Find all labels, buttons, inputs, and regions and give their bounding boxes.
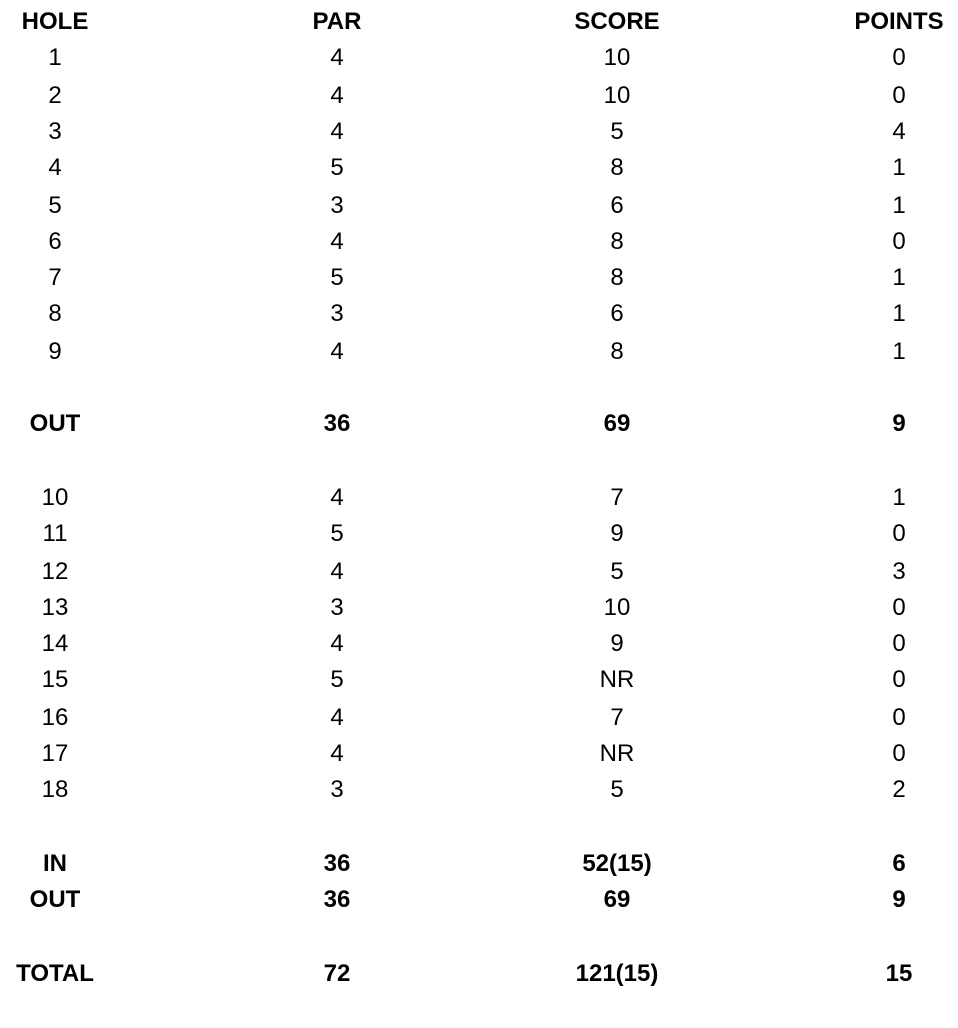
table-row [0, 260, 958, 296]
table-row [0, 554, 958, 590]
points-value: 0 [892, 704, 906, 731]
table-row [0, 480, 958, 516]
par-value: 4 [330, 118, 344, 145]
score-value: 8 [610, 264, 624, 291]
score-value: 9 [610, 520, 624, 547]
points-value: 3 [892, 558, 906, 585]
par-value: 3 [330, 300, 344, 327]
header-par: PAR [312, 8, 362, 35]
table-row [0, 516, 958, 552]
hole-number: 18 [41, 776, 69, 803]
hole-number: 2 [48, 82, 62, 109]
header-score: SCORE [574, 8, 660, 35]
par-value: 4 [330, 44, 344, 71]
header-points: POINTS [854, 8, 944, 35]
par-value: 5 [330, 264, 344, 291]
total-label: TOTAL [16, 960, 94, 987]
hole-number: 13 [41, 594, 69, 621]
score-value: NR [599, 740, 635, 767]
par-value: 5 [330, 154, 344, 181]
points-value: 0 [892, 594, 906, 621]
points-value: 1 [892, 484, 906, 511]
score-value: NR [599, 666, 635, 693]
table-row [0, 626, 958, 662]
points-value: 1 [892, 192, 906, 219]
score-value: 8 [610, 154, 624, 181]
hole-number: 14 [41, 630, 69, 657]
par-value: 3 [330, 192, 344, 219]
summary-label: OUT [29, 886, 81, 913]
hole-number: 15 [41, 666, 69, 693]
table-row [0, 224, 958, 260]
points-value: 4 [892, 118, 906, 145]
hole-number: 9 [48, 338, 62, 365]
table-row [0, 188, 958, 224]
hole-number: 1 [48, 44, 62, 71]
points-value: 1 [892, 338, 906, 365]
score-value: 6 [610, 192, 624, 219]
header-hole: HOLE [21, 8, 89, 35]
points-value: 1 [892, 154, 906, 181]
par-value: 3 [330, 776, 344, 803]
hole-number: 16 [41, 704, 69, 731]
points-value: 2 [892, 776, 906, 803]
par-value: 4 [330, 704, 344, 731]
points-value: 0 [892, 44, 906, 71]
subtotal-par: 36 [323, 410, 351, 437]
points-value: 1 [892, 300, 906, 327]
points-value: 0 [892, 520, 906, 547]
summary-score: 52(15) [582, 850, 652, 877]
score-value: 5 [610, 118, 624, 145]
points-value: 0 [892, 740, 906, 767]
table-row [0, 296, 958, 332]
out-summary-row [0, 882, 958, 918]
total-par: 72 [323, 960, 351, 987]
total-points: 15 [885, 960, 913, 987]
points-value: 1 [892, 264, 906, 291]
score-value: 10 [603, 82, 631, 109]
par-value: 4 [330, 228, 344, 255]
table-row [0, 78, 958, 114]
score-value: 7 [610, 484, 624, 511]
par-value: 4 [330, 558, 344, 585]
hole-number: 4 [48, 154, 62, 181]
table-row [0, 662, 958, 698]
in-summary-row [0, 846, 958, 882]
summary-par: 36 [323, 850, 351, 877]
table-row [0, 700, 958, 736]
hole-number: 17 [41, 740, 69, 767]
score-value: 5 [610, 558, 624, 585]
table-row [0, 736, 958, 772]
par-value: 3 [330, 594, 344, 621]
hole-number: 6 [48, 228, 62, 255]
score-value: 10 [603, 594, 631, 621]
score-value: 10 [603, 44, 631, 71]
hole-number: 3 [48, 118, 62, 145]
table-row [0, 334, 958, 370]
par-value: 4 [330, 630, 344, 657]
points-value: 0 [892, 630, 906, 657]
par-value: 5 [330, 520, 344, 547]
table-row [0, 114, 958, 150]
par-value: 4 [330, 484, 344, 511]
subtotal-points: 9 [892, 410, 906, 437]
subtotal-score: 69 [603, 410, 631, 437]
par-value: 4 [330, 338, 344, 365]
hole-number: 10 [41, 484, 69, 511]
hole-number: 5 [48, 192, 62, 219]
header-row [0, 4, 958, 40]
hole-number: 8 [48, 300, 62, 327]
hole-number: 11 [42, 520, 68, 547]
summary-points: 6 [892, 850, 906, 877]
hole-number: 12 [41, 558, 69, 585]
par-value: 4 [330, 82, 344, 109]
subtotal-label: OUT [29, 410, 81, 437]
score-value: 9 [610, 630, 624, 657]
table-row [0, 40, 958, 76]
summary-points: 9 [892, 886, 906, 913]
points-value: 0 [892, 82, 906, 109]
summary-score: 69 [603, 886, 631, 913]
score-value: 7 [610, 704, 624, 731]
hole-number: 7 [48, 264, 62, 291]
score-value: 5 [610, 776, 624, 803]
score-value: 6 [610, 300, 624, 327]
points-value: 0 [892, 228, 906, 255]
score-value: 8 [610, 228, 624, 255]
out-subtotal-row [0, 406, 958, 442]
par-value: 5 [330, 666, 344, 693]
par-value: 4 [330, 740, 344, 767]
score-value: 8 [610, 338, 624, 365]
summary-label: IN [43, 850, 67, 877]
table-row [0, 150, 958, 186]
points-value: 0 [892, 666, 906, 693]
summary-par: 36 [323, 886, 351, 913]
table-row [0, 590, 958, 626]
total-score: 121(15) [575, 960, 659, 987]
table-row [0, 772, 958, 808]
total-row [0, 956, 958, 992]
